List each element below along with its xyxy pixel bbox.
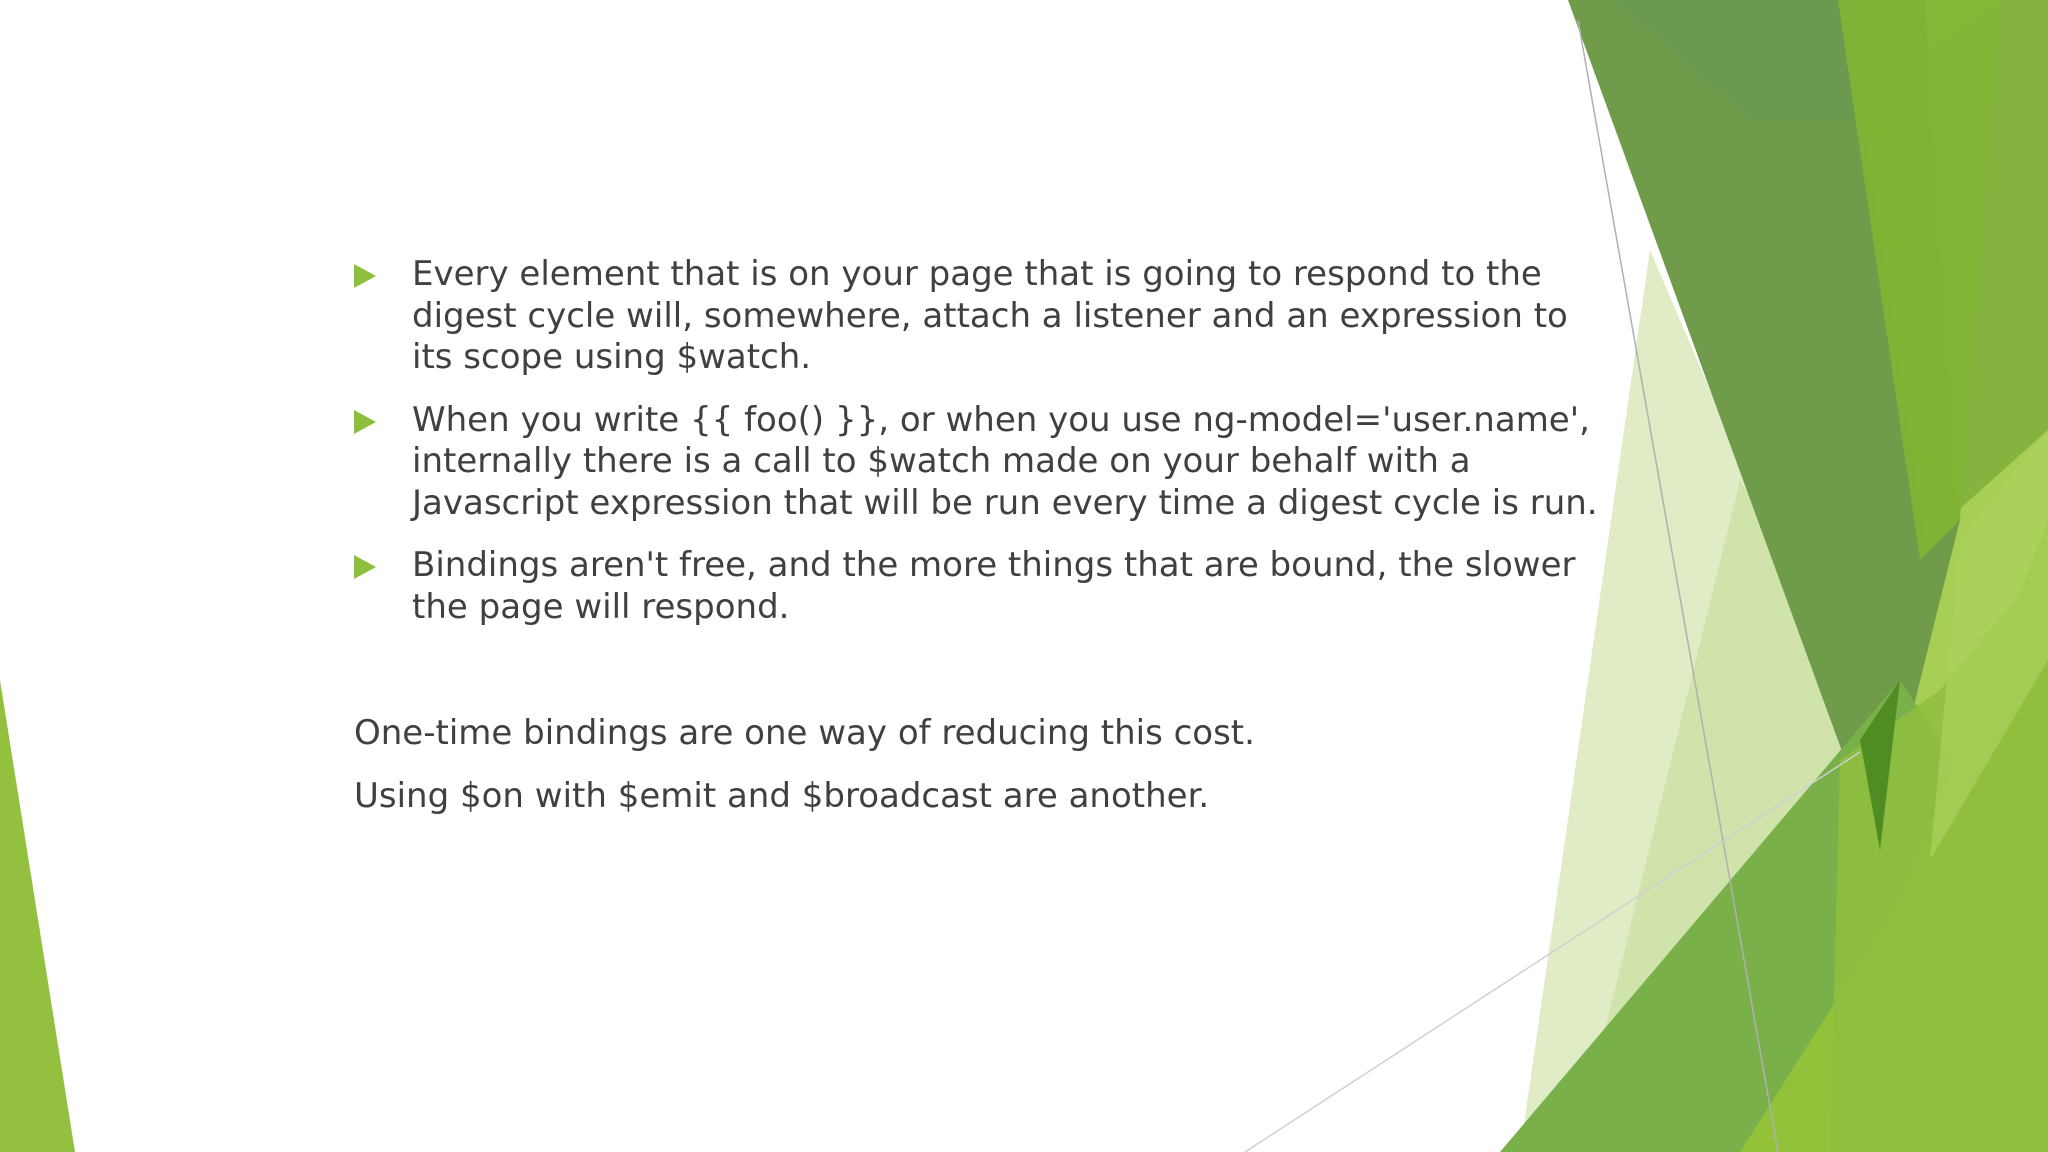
body-paragraph: Using $on with $emit and $broadcast are another. xyxy=(354,775,1210,816)
slide-content xyxy=(354,254,1604,817)
bullet-text: Bindings aren't free, and the more things that are bound, the slower the page will respond. xyxy=(412,545,1576,627)
bullet-list xyxy=(354,254,1604,628)
triangle-bullet-icon xyxy=(354,555,376,579)
triangle-bullet-icon xyxy=(354,410,376,434)
bullet-text: When you write {{ foo() }}, or when you use ng-model='user.name', internally there is a call to $watch made on your behalf with a Javascript expression that will be run every time a digest cycle is run. xyxy=(412,399,1598,523)
body-paragraph: One-time bindings are one way of reducing this cost. xyxy=(354,713,1255,753)
left-green-shape xyxy=(0,680,75,1152)
bullet-item xyxy=(354,254,1604,379)
bullet-item xyxy=(354,545,1604,628)
bullet-item xyxy=(354,400,1604,525)
triangle-bullet-icon xyxy=(354,264,376,288)
bullet-text: Every element that is on your page that is going to respond to the digest cycle will, somewhere, attach a listener and an expression to its scope using $watch. xyxy=(412,254,1568,377)
